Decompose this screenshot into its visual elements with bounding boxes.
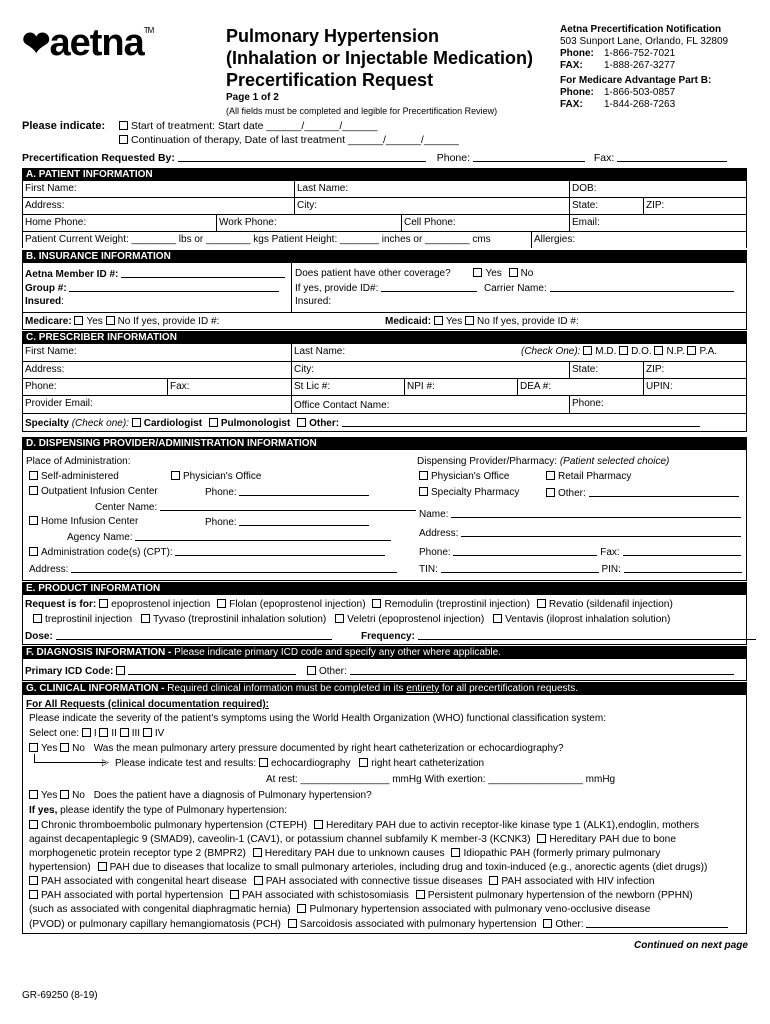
pressure-values[interactable]: At rest: ________________ mmHg With exertion: _________________ mmHg (266, 774, 616, 785)
section-c-header: C. PRESCRIBER INFORMATION (22, 331, 747, 344)
medicaid-yes[interactable]: Yes (434, 316, 462, 327)
who-class-2[interactable]: II (99, 728, 117, 739)
ph-type-prompt: If yes, please identify the type of Pulmonary hypertension: (29, 805, 287, 816)
continuation-checkbox[interactable] (119, 135, 128, 144)
dispensing-box (22, 450, 747, 581)
product-flolan[interactable]: Flolan (epoprostenol injection) (217, 599, 365, 610)
insured[interactable]: Insured: (25, 296, 64, 307)
ph-yes[interactable]: Yes (29, 790, 57, 801)
ph-no[interactable]: No (60, 790, 85, 801)
prescriber-phone[interactable]: Phone: (25, 381, 57, 392)
aetna-logo: ❤aetna™ (22, 22, 154, 64)
patient-last-name[interactable]: Last Name: (294, 181, 350, 197)
prescriber-upin[interactable]: UPIN: (643, 379, 675, 395)
prescriber-fax[interactable]: Fax: (167, 379, 191, 395)
specialty-row: Specialty (Check one): Cardiologist Pulmonologist Other: (23, 414, 702, 431)
type-congenital[interactable]: PAH associated with congenital heart disease (29, 876, 247, 887)
patient-allergies[interactable]: Allergies: (531, 232, 577, 248)
outpatient-option[interactable]: Outpatient Infusion Center (29, 486, 158, 497)
for-all-requests: For All Requests (clinical documentation required): (26, 699, 269, 710)
group-number[interactable]: Group #: (25, 282, 279, 294)
type-sarcoidosis[interactable]: Sarcoidosis associated with pulmonary hypertension (288, 919, 537, 930)
primary-icd[interactable]: Primary ICD Code: (25, 665, 296, 677)
place-admin-label: Place of Administration: (26, 456, 131, 467)
pharmacy-tin[interactable]: TIN: PIN: (419, 563, 742, 575)
prescriber-state[interactable]: State: (569, 362, 600, 378)
prescriber-dea[interactable]: DEA #: (517, 379, 553, 395)
do-option[interactable]: D.O. (619, 346, 652, 357)
patient-state[interactable]: State: (569, 198, 600, 214)
ph-diagnosis-question: Yes No Does the patient have a diagnosis of Pulmonary hypertension? (29, 790, 372, 801)
type-pvod[interactable]: Pulmonary hypertension associated with pulmonary veno-occlusive disease (297, 904, 650, 915)
diagnosis-box (22, 659, 747, 681)
start-treatment-option[interactable]: Start of treatment: Start date ______/______/______ (119, 120, 377, 132)
section-f-header: F. DIAGNOSIS INFORMATION - Please indicate primary ICD code and specify any other where applicable. (22, 646, 747, 659)
type-other[interactable]: Other: (543, 919, 728, 930)
patient-work-phone[interactable]: Work Phone: (216, 215, 279, 231)
pulmonologist-option[interactable]: Pulmonologist (209, 418, 290, 429)
requested-phone-field[interactable] (473, 152, 585, 162)
product-ventavis[interactable]: Ventavis (iloprost inhalation solution) (493, 614, 670, 625)
product-epoprostenol[interactable]: epoprostenol injection (99, 599, 210, 610)
patient-grid (22, 181, 747, 248)
type-schisto[interactable]: PAH associated with schistosomiasis (230, 890, 409, 901)
indicate-label: Please indicate: (22, 120, 106, 132)
dispensing-label: Dispensing Provider/Pharmacy: (Patient selected choice) (417, 456, 670, 467)
other-specialty-option[interactable]: Other: (297, 418, 339, 429)
medicaid-no[interactable]: No (465, 316, 490, 327)
agency-name[interactable]: Agency Name: (67, 531, 391, 543)
type-hiv[interactable]: PAH associated with HIV infection (489, 876, 654, 887)
section-e-header: E. PRODUCT INFORMATION (22, 582, 747, 595)
section-a-header: A. PATIENT INFORMATION (22, 168, 747, 181)
pharmacy-address[interactable]: Address: (419, 527, 741, 539)
prescriber-degree: (Check One): M.D. D.O. N.P. P.A. (521, 346, 718, 357)
prescriber-npi[interactable]: NPI #: (404, 379, 437, 395)
type-idiopathic[interactable]: Idiopathic PAH (formerly primary pulmonary (451, 848, 660, 859)
office-phone[interactable]: Phone: (569, 396, 606, 413)
type-unknown[interactable]: Hereditary PAH due to unknown causes (253, 848, 445, 859)
prescriber-first-name[interactable]: First Name: (25, 346, 77, 357)
continued-note: Continued on next page (634, 940, 748, 951)
arrow-stem (34, 754, 35, 762)
type-cteph[interactable]: Chronic thromboembolic pulmonary hypertension (CTEPH) (29, 820, 307, 831)
self-administered-option[interactable]: Self-administered (29, 471, 119, 482)
section-b-header: B. INSURANCE INFORMATION (22, 250, 747, 263)
home-infusion-option[interactable]: Home Infusion Center (29, 516, 138, 527)
center-name[interactable]: Center Name: (95, 501, 416, 513)
requested-by: Precertification Requested By: Phone: Fax: (22, 152, 727, 164)
mpap-yes[interactable]: Yes (29, 743, 57, 754)
patient-cell-phone[interactable]: Cell Phone: (401, 215, 458, 231)
product-tyvaso[interactable]: Tyvaso (treprostinil inhalation solution) (141, 614, 326, 625)
type-portal[interactable]: PAH associated with portal hypertension (29, 890, 223, 901)
outpatient-phone[interactable]: Phone: (205, 486, 369, 498)
office-contact[interactable]: Office Contact Name: (291, 396, 391, 413)
medicare-row: Medicare: Yes No If yes, provide ID #: Medicaid: Yes No If yes, provide ID #: (22, 313, 747, 330)
echo-option[interactable]: echocardiography (259, 758, 351, 769)
other-coverage-no[interactable]: No (509, 268, 534, 279)
other-icd[interactable]: Other: (307, 665, 734, 677)
cardiologist-option[interactable]: Cardiologist (132, 418, 202, 429)
np-option[interactable]: N.P. (654, 346, 684, 357)
patient-email[interactable]: Email: (569, 215, 602, 231)
patient-weight-height[interactable]: Patient Current Weight: ________ lbs or ________ kgs Patient Height: _______ inches or ________ cms (25, 234, 491, 245)
prescriber-address[interactable]: Address: (25, 364, 65, 375)
who-class-3[interactable]: III (120, 728, 140, 739)
rhc-option[interactable]: right heart catheterization (359, 758, 484, 769)
type-connective[interactable]: PAH associated with connective tissue diseases (254, 876, 483, 887)
who-class-4[interactable]: IV (143, 728, 164, 739)
type-alk1[interactable]: Hereditary PAH due to activin receptor-like kinase type 1 (ALK1),endoglin, mothers (314, 820, 699, 831)
other-coverage-yes[interactable]: Yes (473, 268, 501, 279)
medicare-yes[interactable]: Yes (74, 316, 102, 327)
other-coverage: Does patient have other coverage? Yes No (295, 268, 534, 279)
admin-address[interactable]: Address: (29, 563, 397, 575)
dispense-physician-option[interactable]: Physician's Office (419, 471, 509, 482)
who-class-1[interactable]: I (82, 728, 97, 739)
other-id[interactable]: If yes, provide ID#: Carrier Name: (295, 282, 734, 294)
patient-city[interactable]: City: (294, 198, 319, 214)
type-pphn[interactable]: Persistent pulmonary hypertension of the newborn (PPHN) (416, 890, 693, 901)
type-drug-toxin[interactable]: PAH due to diseases that localize to small pulmonary arterioles, including drug and toxin-induced (e.g., anorectic agents (diet drugs)) (98, 862, 708, 873)
pharmacy-phone[interactable]: Phone: Fax: (419, 546, 741, 558)
product-box: Request is for: epoprostenol injection Flolan (epoprostenol injection) Remodulin (treprostinil injection) Revatio (sildenafil injection) treprostinil injection Tyvaso (treprostinil inhalation solution) Veletri (epoprostenol injection) Ventavis (iloprost inhalation solution) Dose: Frequency: (22, 595, 747, 645)
pharmacy-name[interactable]: Name: (419, 508, 741, 520)
mpap-no[interactable]: No (60, 743, 85, 754)
arrow-icon: ▷ (102, 757, 109, 767)
arrow-line (34, 762, 106, 763)
insured-2[interactable]: Insured: (295, 296, 332, 307)
clinical-box: For All Requests (clinical documentation required): Please indicate the severity of the patient's symptoms using the World Health Organization (WHO) functional classification system: Select one: I II III IV Yes No Was the mean pulmonary artery pressure documented by right heart catheterization or echocardiography? ▷ Please indicate test and results: echocardiography right heart catheterization At rest: ________________ mmHg With exertion: _________________ mmHg Yes No Does the patient have a diagnosis of Pulmonary hypertension? If yes, please identify the type of Pulmonary hypertension: Chronic thromboembolic pulmonary hypertension (CTEPH) Hereditary PAH due to activin receptor-like kinase type 1 (ALK1),endoglin, mothers against decapentaplegic 9 (SMAD9), caveolin-1 (CAV1), or potassium channel subfamily K member-3 (KCNK3) Hereditary PAH due to bone morphogenetic protein receptor type 2 (BMPR2) Hereditary PAH due to unknown causes Idiopathic PAH (formerly primary pulmonary hypertension) PAH due to diseases that localize to small pulmonary arterioles, including drug and toxin-induced (e.g., anorectic agents (diet drugs)) PAH associated with congenital heart disease PAH associated with connective tissue diseases PAH associated with HIV infection PAH associated with portal hypertension PAH associated with schistosomiasis Persistent pulmonary hypertension of the newborn (PPHN) (such as associated with congenital diaphragmatic hernia) Pulmonary hypertension associated with pulmonary veno-occlusive disease (PVOD) or pulmonary capillary hemangiomatosis (PCH) Sarcoidosis associated with pulmonary hypertension Other: (22, 695, 747, 934)
mpap-question: Yes No Was the mean pulmonary artery pressure documented by right heart catheterization or echocardiography? (29, 743, 564, 754)
contact-block: Aetna Precertification Notification 503 Sunport Lane, Orlando, FL 32809 Phone: 1-866-752-7021 FAX: 1-888-267-3277 For Medicare Advantage Part B: Phone: 1-866-503-0857 FAX: 1-844-268-7263 (560, 24, 729, 110)
physician-office-option[interactable]: Physician's Office (171, 471, 261, 482)
member-id[interactable]: Aetna Member ID #: (25, 268, 285, 280)
type-bmpr2[interactable]: Hereditary PAH due to bone (537, 834, 676, 845)
product-remodulin[interactable]: Remodulin (treprostinil injection) (372, 599, 530, 610)
requested-fax-field[interactable] (617, 152, 727, 162)
patient-dob[interactable]: DOB: (569, 181, 598, 197)
product-treprostinil[interactable]: treprostinil injection (33, 614, 132, 625)
home-infusion-phone[interactable]: Phone: (205, 516, 369, 528)
test-results: Please indicate test and results: echocardiography right heart catheterization (115, 758, 485, 769)
continuation-option[interactable]: Continuation of therapy, Date of last treatment ______/______/______ (119, 134, 459, 146)
medicare-no[interactable]: No (106, 316, 131, 327)
prescriber-zip[interactable]: ZIP: (643, 362, 666, 378)
other-pharmacy-option[interactable]: Other: (546, 487, 739, 499)
retail-pharmacy-option[interactable]: Retail Pharmacy (546, 471, 631, 482)
prescriber-city[interactable]: City: (291, 362, 316, 378)
prescriber-email[interactable]: Provider Email: (25, 398, 93, 409)
form-title: Pulmonary Hypertension (Inhalation or Injectable Medication) Precertification Request (226, 26, 534, 90)
product-veletri[interactable]: Veletri (epoprostenol injection) (335, 614, 484, 625)
patient-address[interactable]: Address: (25, 200, 65, 211)
frequency-field[interactable]: Frequency: (361, 630, 756, 642)
product-revatio[interactable]: Revatio (sildenafil injection) (537, 599, 673, 610)
page-number: Page 1 of 2 (226, 92, 279, 103)
patient-home-phone[interactable]: Home Phone: (25, 217, 87, 228)
md-option[interactable]: M.D. (583, 346, 616, 357)
prescriber-grid (22, 344, 747, 432)
prescriber-last-name[interactable]: Last Name: (291, 344, 347, 361)
prescriber-st-lic[interactable]: St Lic #: (291, 379, 332, 395)
start-checkbox[interactable] (119, 121, 128, 130)
form-id: GR-69250 (8-19) (22, 990, 98, 1001)
who-question: Please indicate the severity of the patient's symptoms using the World Health Organization (WHO) functional classification system: (29, 713, 606, 724)
patient-first-name[interactable]: First Name: (25, 183, 77, 194)
admin-code[interactable]: Administration code(s) (CPT): (29, 546, 385, 558)
insurance-box (22, 263, 747, 313)
form-note: (All fields must be completed and legible for Precertification Review) (226, 106, 498, 116)
patient-zip[interactable]: ZIP: (643, 198, 666, 214)
section-g-header: G. CLINICAL INFORMATION - Required clinical information must be completed in its entirety for all precertification requests. (22, 682, 747, 695)
who-class-select: Select one: I II III IV (29, 728, 165, 739)
section-d-header: D. DISPENSING PROVIDER/ADMINISTRATION INFORMATION (22, 437, 747, 450)
dose-field[interactable]: Dose: (25, 630, 332, 642)
requested-by-field[interactable] (178, 152, 426, 162)
specialty-pharmacy-option[interactable]: Specialty Pharmacy (419, 487, 519, 498)
pa-option[interactable]: P.A. (687, 346, 717, 357)
